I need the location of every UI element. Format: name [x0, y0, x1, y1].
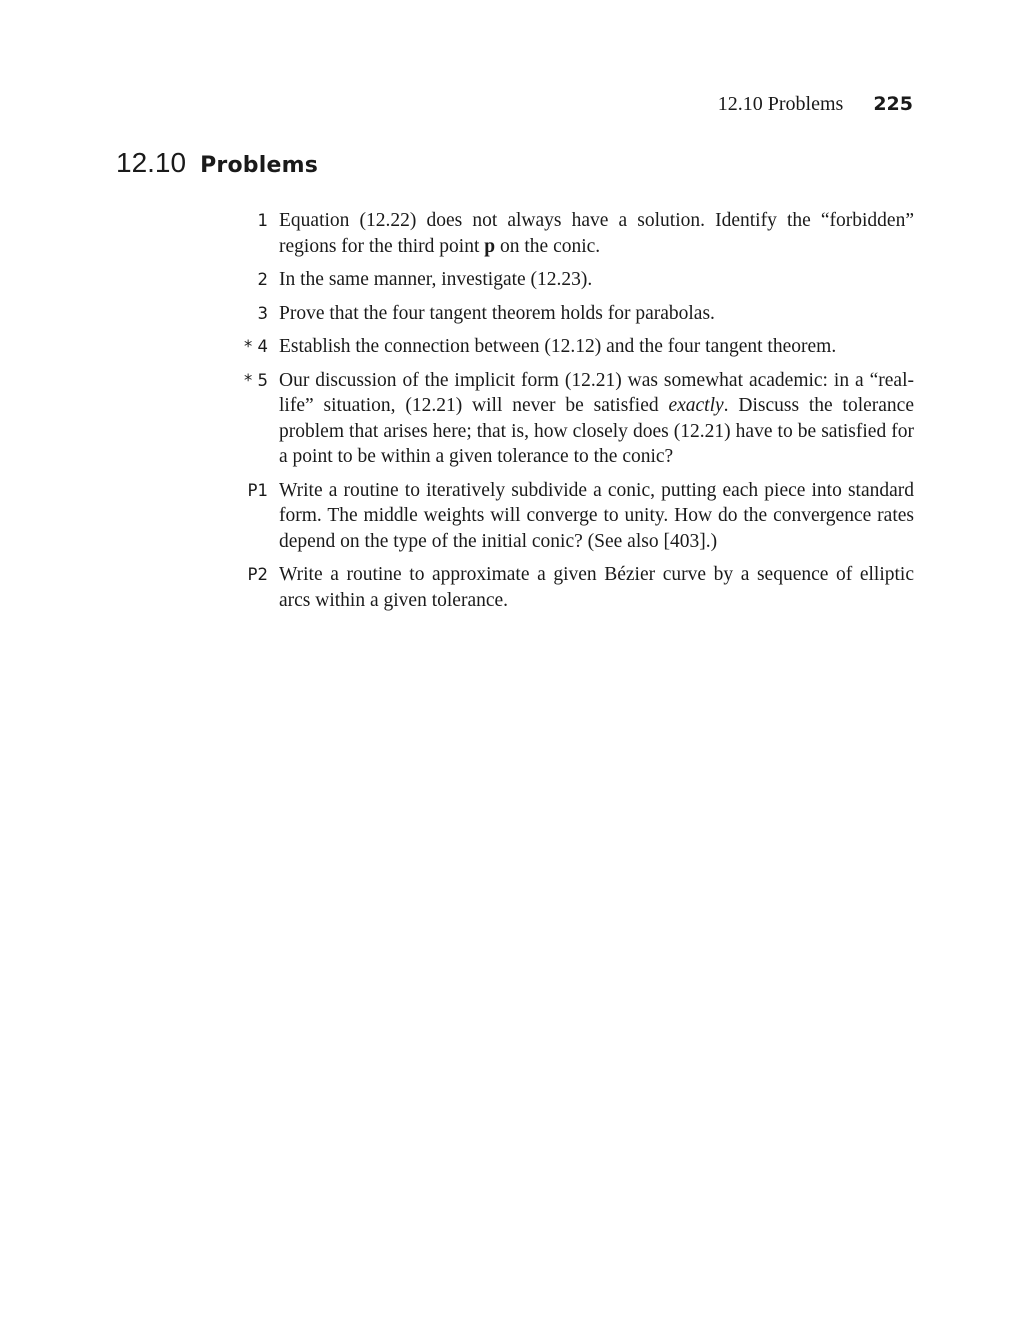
- problem-text: Write a routine to approximate a given Bézier curve by a sequence of elliptic arcs within a given tolerance.: [279, 564, 914, 611]
- problem-item: [236, 478, 914, 555]
- problem-text: Establish the connection between (12.12) and the four tangent theorem.: [279, 336, 837, 357]
- running-head: [718, 91, 913, 117]
- problem-item: [236, 267, 914, 293]
- page-number: 225: [873, 93, 913, 115]
- problem-text-part: on the conic.: [495, 235, 601, 257]
- problem-number: 3: [257, 303, 268, 323]
- problem-number: 2: [257, 270, 268, 289]
- problem-item: [236, 208, 914, 259]
- section-title: Problems: [200, 153, 318, 178]
- problem-item: [236, 334, 914, 360]
- problem-number: * 4: [244, 337, 268, 356]
- problem-number: P1: [247, 480, 268, 500]
- problem-item: [236, 301, 914, 327]
- problem-text-part: . Discuss the tolerance problem that arises here; that is, how closely does (12.21) have to be satisfied for a point to be within a given tolerance to the conic?: [279, 395, 914, 467]
- problem-list: [236, 208, 914, 621]
- problem-number: 1: [257, 211, 268, 230]
- italic-word: exactly: [668, 395, 724, 416]
- problem-number: P2: [247, 565, 268, 584]
- problem-text-part: Our discussion of the implicit form (12.21) was somewhat academic: in a “real-life” situation, (12.21) will never be satisfied: [279, 369, 914, 416]
- problem-text: Write a routine to iteratively subdivide a conic, putting each piece into standard form. The middle weights will converge to unity. How do the convergence rates depend on the type of the initial conic? (See also [403].): [279, 479, 914, 552]
- section-number: 12.10: [116, 147, 187, 178]
- problem-text: In the same manner, investigate (12.23).: [279, 269, 593, 290]
- problem-text: [279, 368, 914, 470]
- problem-text-part: Equation (12.22) does not always have a solution. Identify the “forbidden” regions for the third point: [279, 210, 914, 257]
- bold-symbol: p: [484, 235, 496, 257]
- problem-text: [279, 208, 914, 259]
- problem-number: * 5: [244, 370, 268, 390]
- problem-item: [236, 562, 914, 613]
- problem-text: Prove that the four tangent theorem holds for parabolas.: [279, 302, 715, 324]
- section-heading: [116, 146, 318, 185]
- running-title: 12.10 Problems: [717, 93, 844, 115]
- problem-item: [236, 368, 914, 470]
